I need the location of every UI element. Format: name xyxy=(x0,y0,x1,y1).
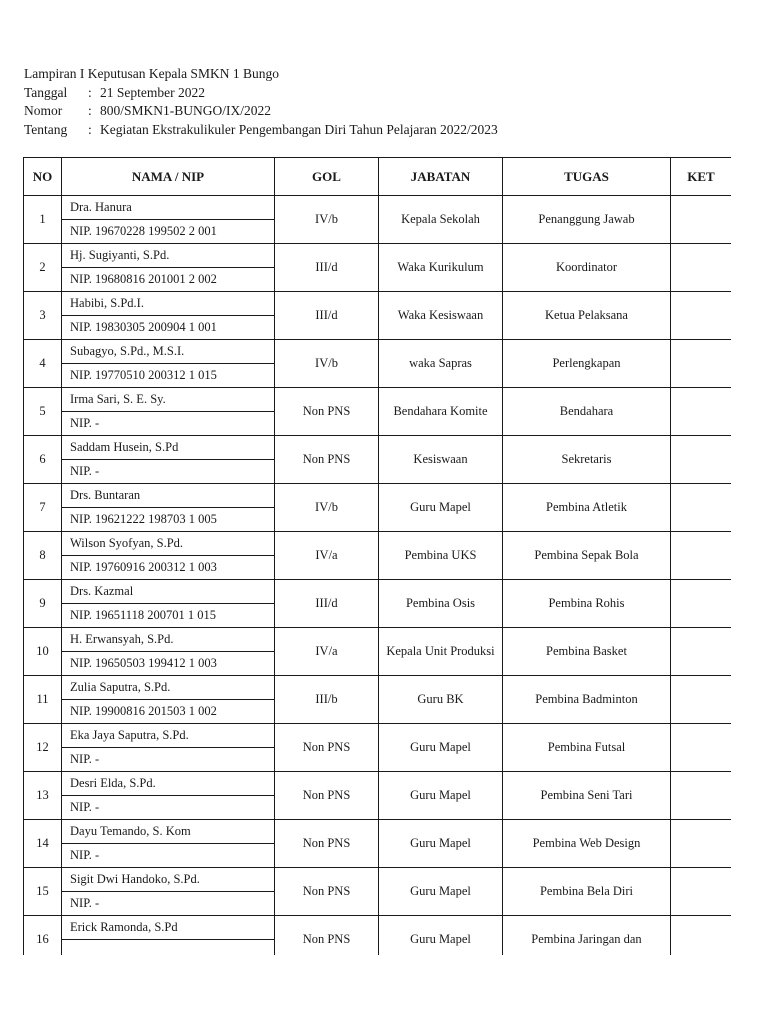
cell-nip: NIP. 19621222 198703 1 005 xyxy=(62,508,275,532)
header-label: Tanggal xyxy=(24,84,68,100)
table-body xyxy=(24,196,732,956)
cell-gol: IV/b xyxy=(275,340,379,388)
cell-no: 8 xyxy=(24,532,62,580)
cell-jabatan: Kesiswaan xyxy=(379,436,503,484)
column-header-no: NO xyxy=(24,158,62,196)
cell-jabatan: Guru BK xyxy=(379,676,503,724)
cell-nama: Eka Jaya Saputra, S.Pd. xyxy=(62,724,275,748)
cell-gol: IV/b xyxy=(275,484,379,532)
cell-ket xyxy=(671,580,732,628)
cell-ket xyxy=(671,292,732,340)
cell-tugas: Sekretaris xyxy=(503,436,671,484)
table-row xyxy=(24,820,732,844)
cell-ket xyxy=(671,628,732,676)
table-row xyxy=(24,580,732,604)
cell-tugas: Bendahara xyxy=(503,388,671,436)
cell-nama: Subagyo, S.Pd., M.S.I. xyxy=(62,340,275,364)
cell-nama: Sigit Dwi Handoko, S.Pd. xyxy=(62,868,275,892)
header-line-tentang xyxy=(24,121,498,140)
cell-jabatan: Bendahara Komite xyxy=(379,388,503,436)
cell-nama: Saddam Husein, S.Pd xyxy=(62,436,275,460)
cell-no: 5 xyxy=(24,388,62,436)
cell-gol: IV/a xyxy=(275,628,379,676)
cell-nama: Drs. Kazmal xyxy=(62,580,275,604)
cell-nama: H. Erwansyah, S.Pd. xyxy=(62,628,275,652)
table-row xyxy=(24,196,732,220)
cell-tugas: Penanggung Jawab xyxy=(503,196,671,244)
header-value: 800/SMKN1-BUNGO/IX/2022 xyxy=(100,103,272,119)
cell-nip xyxy=(62,940,275,956)
cell-nip: NIP. - xyxy=(62,412,275,436)
cell-gol: III/b xyxy=(275,676,379,724)
cell-tugas: Ketua Pelaksana xyxy=(503,292,671,340)
cell-ket xyxy=(671,436,732,484)
cell-nip: NIP. 19651118 200701 1 015 xyxy=(62,604,275,628)
cell-ket xyxy=(671,244,732,292)
table-row xyxy=(24,292,732,316)
cell-nama: Desri Elda, S.Pd. xyxy=(62,772,275,796)
table-row xyxy=(24,676,732,700)
document-header xyxy=(24,65,498,140)
cell-jabatan: Guru Mapel xyxy=(379,724,503,772)
cell-jabatan: Pembina Osis xyxy=(379,580,503,628)
header-title: Lampiran I Keputusan Kepala SMKN 1 Bungo xyxy=(24,66,279,81)
cell-jabatan: Waka Kurikulum xyxy=(379,244,503,292)
cell-gol: III/d xyxy=(275,580,379,628)
header-value: 21 September 2022 xyxy=(100,84,205,100)
table-header-row xyxy=(24,158,732,196)
cell-tugas: Pembina Web Design xyxy=(503,820,671,868)
cell-ket xyxy=(671,676,732,724)
cell-ket xyxy=(671,340,732,388)
cell-tugas: Pembina Futsal xyxy=(503,724,671,772)
cell-nip: NIP. 19650503 199412 1 003 xyxy=(62,652,275,676)
table-row xyxy=(24,916,732,940)
cell-gol: Non PNS xyxy=(275,820,379,868)
cell-gol: Non PNS xyxy=(275,436,379,484)
cell-tugas: Pembina Basket xyxy=(503,628,671,676)
table-row xyxy=(24,340,732,364)
cell-jabatan: Pembina UKS xyxy=(379,532,503,580)
cell-gol: Non PNS xyxy=(275,916,379,956)
cell-jabatan: Kepala Unit Produksi xyxy=(379,628,503,676)
cell-ket xyxy=(671,820,732,868)
assignment-table xyxy=(23,157,731,955)
table-row xyxy=(24,436,732,460)
cell-ket xyxy=(671,772,732,820)
cell-tugas: Pembina Bela Diri xyxy=(503,868,671,916)
cell-nip: NIP. 19770510 200312 1 015 xyxy=(62,364,275,388)
cell-tugas: Pembina Sepak Bola xyxy=(503,532,671,580)
cell-nama: Habibi, S.Pd.I. xyxy=(62,292,275,316)
cell-gol: Non PNS xyxy=(275,772,379,820)
cell-ket xyxy=(671,484,732,532)
cell-nama: Hj. Sugiyanti, S.Pd. xyxy=(62,244,275,268)
cell-jabatan: Kepala Sekolah xyxy=(379,196,503,244)
cell-tugas: Pembina Badminton xyxy=(503,676,671,724)
cell-ket xyxy=(671,196,732,244)
table-row xyxy=(24,868,732,892)
cell-ket xyxy=(671,388,732,436)
cell-jabatan: waka Sapras xyxy=(379,340,503,388)
header-colon: : xyxy=(88,122,92,138)
header-line-nomor xyxy=(24,102,498,121)
cell-nama: Dra. Hanura xyxy=(62,196,275,220)
cell-nip: NIP. 19830305 200904 1 001 xyxy=(62,316,275,340)
cell-tugas: Pembina Rohis xyxy=(503,580,671,628)
cell-nip: NIP. 19680816 201001 2 002 xyxy=(62,268,275,292)
cell-no: 7 xyxy=(24,484,62,532)
cell-jabatan: Guru Mapel xyxy=(379,820,503,868)
cell-ket xyxy=(671,724,732,772)
table-row xyxy=(24,484,732,508)
cell-nip: NIP. - xyxy=(62,460,275,484)
cell-gol: Non PNS xyxy=(275,724,379,772)
table-row xyxy=(24,388,732,412)
header-label: Tentang xyxy=(24,122,68,138)
table-row xyxy=(24,628,732,652)
cell-no: 9 xyxy=(24,580,62,628)
cell-no: 10 xyxy=(24,628,62,676)
cell-nama: Erick Ramonda, S.Pd xyxy=(62,916,275,940)
cell-nip: NIP. 19760916 200312 1 003 xyxy=(62,556,275,580)
table-row xyxy=(24,772,732,796)
table-row xyxy=(24,724,732,748)
cell-jabatan: Guru Mapel xyxy=(379,772,503,820)
column-header-gol: GOL xyxy=(275,158,379,196)
header-value: Kegiatan Ekstrakulikuler Pengembangan Diri Tahun Pelajaran 2022/2023 xyxy=(100,122,498,138)
cell-tugas: Koordinator xyxy=(503,244,671,292)
cell-jabatan: Waka Kesiswaan xyxy=(379,292,503,340)
cell-nama: Drs. Buntaran xyxy=(62,484,275,508)
cell-gol: III/d xyxy=(275,244,379,292)
cell-tugas: Perlengkapan xyxy=(503,340,671,388)
cell-jabatan: Guru Mapel xyxy=(379,916,503,956)
cell-nama: Zulia Saputra, S.Pd. xyxy=(62,676,275,700)
cell-gol: IV/b xyxy=(275,196,379,244)
cell-no: 11 xyxy=(24,676,62,724)
cell-nama: Irma Sari, S. E. Sy. xyxy=(62,388,275,412)
cell-ket xyxy=(671,868,732,916)
header-colon: : xyxy=(88,84,92,100)
cell-ket xyxy=(671,916,732,956)
table-row xyxy=(24,244,732,268)
cell-no: 3 xyxy=(24,292,62,340)
cell-no: 15 xyxy=(24,868,62,916)
cell-tugas: Pembina Atletik xyxy=(503,484,671,532)
cell-nama: Dayu Temando, S. Kom xyxy=(62,820,275,844)
cell-no: 16 xyxy=(24,916,62,956)
cell-nip: NIP. 19900816 201503 1 002 xyxy=(62,700,275,724)
cell-no: 1 xyxy=(24,196,62,244)
cell-nama: Wilson Syofyan, S.Pd. xyxy=(62,532,275,556)
cell-no: 4 xyxy=(24,340,62,388)
header-line-tanggal xyxy=(24,84,498,103)
header-colon: : xyxy=(88,103,92,119)
header-label: Nomor xyxy=(24,103,63,119)
cell-no: 14 xyxy=(24,820,62,868)
cell-nip: NIP. - xyxy=(62,892,275,916)
cell-nip: NIP. - xyxy=(62,748,275,772)
cell-ket xyxy=(671,532,732,580)
cell-gol: III/d xyxy=(275,292,379,340)
cell-gol: IV/a xyxy=(275,532,379,580)
cell-gol: Non PNS xyxy=(275,868,379,916)
column-header-ket: KET xyxy=(671,158,732,196)
table-row xyxy=(24,532,732,556)
cell-tugas: Pembina Seni Tari xyxy=(503,772,671,820)
cell-nip: NIP. - xyxy=(62,844,275,868)
cell-nip: NIP. 19670228 199502 2 001 xyxy=(62,220,275,244)
column-header-tugas: TUGAS xyxy=(503,158,671,196)
cell-tugas: Pembina Jaringan dan xyxy=(503,916,671,956)
cell-nip: NIP. - xyxy=(62,796,275,820)
cell-gol: Non PNS xyxy=(275,388,379,436)
column-header-jabatan: JABATAN xyxy=(379,158,503,196)
cell-jabatan: Guru Mapel xyxy=(379,868,503,916)
cell-no: 2 xyxy=(24,244,62,292)
table-container xyxy=(23,157,731,955)
cell-jabatan: Guru Mapel xyxy=(379,484,503,532)
column-header-nama-nip: NAMA / NIP xyxy=(62,158,275,196)
cell-no: 6 xyxy=(24,436,62,484)
cell-no: 13 xyxy=(24,772,62,820)
cell-no: 12 xyxy=(24,724,62,772)
